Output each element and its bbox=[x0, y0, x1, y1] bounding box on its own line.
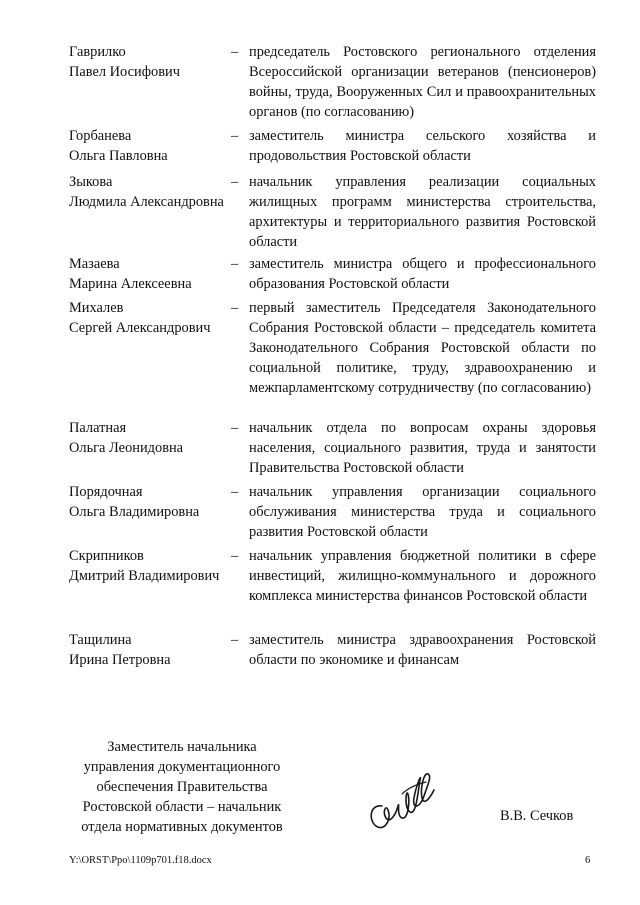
member-name bbox=[69, 418, 229, 458]
dash-separator: – bbox=[231, 484, 239, 500]
member-role: первый заместитель Председателя Законодательного Собрания Ростовской области – председатель комитета Законодательного Собрания Ростовской области по социальной политике, труду, здравоохранению и межпарламентскому сотрудничеству (по согласованию) bbox=[249, 300, 596, 396]
member-given-names: Дмитрий Владимирович bbox=[69, 568, 220, 584]
page-number: 6 bbox=[585, 855, 591, 866]
member-name bbox=[69, 630, 229, 670]
member-name bbox=[69, 126, 229, 166]
member-role: заместитель министра общего и профессионального образования Ростовской области bbox=[249, 256, 596, 292]
member-surname: Скрипников bbox=[69, 548, 144, 564]
member-surname: Мазаева bbox=[69, 256, 120, 272]
dash-separator: – bbox=[231, 420, 239, 436]
member-given-names: Марина Алексеевна bbox=[69, 276, 192, 292]
member-role: начальник управления организации социального обслуживания министерства труда и социального развития Ростовской области bbox=[249, 484, 596, 540]
member-name bbox=[69, 254, 229, 294]
member-given-names: Ольга Леонидовна bbox=[69, 440, 184, 456]
member-given-names: Павел Иосифович bbox=[69, 64, 180, 80]
member-role: начальник управления реализации социальных жилищных программ министерства строительства, архитектуры и территориального развития Ростовской области bbox=[249, 174, 596, 250]
member-surname: Палатная bbox=[69, 420, 127, 436]
member-name bbox=[69, 298, 229, 338]
member-surname: Гаврилко bbox=[69, 44, 126, 60]
member-given-names: Ольга Павловна bbox=[69, 148, 168, 164]
dash-separator: – bbox=[231, 256, 239, 272]
member-given-names: Ольга Владимировна bbox=[69, 504, 200, 520]
signer-name: В.В. Сечков bbox=[500, 808, 574, 824]
member-surname: Порядочная bbox=[69, 484, 143, 500]
footer-file-path: Y:\ORST\Ppo\1109p701.f18.docx bbox=[69, 855, 212, 866]
member-surname: Зыкова bbox=[69, 174, 113, 190]
dash-separator: – bbox=[231, 174, 239, 190]
signatory-title-line: отдела нормативных документов bbox=[81, 819, 283, 835]
member-name bbox=[69, 546, 229, 586]
member-name bbox=[69, 172, 229, 212]
signatory-title-line: обеспечения Правительства bbox=[96, 779, 268, 795]
dash-separator: – bbox=[231, 128, 239, 144]
member-given-names: Людмила Александровна bbox=[69, 194, 224, 210]
member-role: председатель Ростовского регионального отделения Всероссийской организации ветеранов (пенсионеров) войны, труда, Вооруженных Сил и правоохранительных органов (по согласованию) bbox=[249, 44, 596, 120]
member-surname: Михалев bbox=[69, 300, 124, 316]
member-role: заместитель министра здравоохранения Ростовской области по экономике и финансам bbox=[249, 632, 596, 668]
member-role: заместитель министра сельского хозяйства и продовольствия Ростовской области bbox=[249, 128, 596, 164]
member-surname: Горбанева bbox=[69, 128, 132, 144]
dash-separator: – bbox=[231, 44, 239, 60]
handwritten-signature-icon bbox=[362, 758, 442, 838]
member-name bbox=[69, 42, 229, 82]
member-given-names: Ирина Петровна bbox=[69, 652, 171, 668]
dash-separator: – bbox=[231, 300, 239, 316]
signatory-title-line: управления документационного bbox=[83, 759, 281, 775]
member-role: начальник управления бюджетной политики в сфере инвестиций, жилищно-коммунального и дорожного комплекса министерства финансов Ростовской области bbox=[249, 548, 596, 604]
signatory-title bbox=[72, 737, 292, 837]
member-role: начальник отдела по вопросам охраны здоровья населения, социального развития, труда и занятости Правительства Ростовской области bbox=[249, 420, 596, 476]
member-name bbox=[69, 482, 229, 522]
member-surname: Тащилина bbox=[69, 632, 132, 648]
signatory-title-line: Ростовской области – начальник bbox=[82, 799, 282, 815]
dash-separator: – bbox=[231, 548, 239, 564]
signatory-title-line: Заместитель начальника bbox=[107, 739, 257, 755]
member-given-names: Сергей Александрович bbox=[69, 320, 211, 336]
dash-separator: – bbox=[231, 632, 239, 648]
